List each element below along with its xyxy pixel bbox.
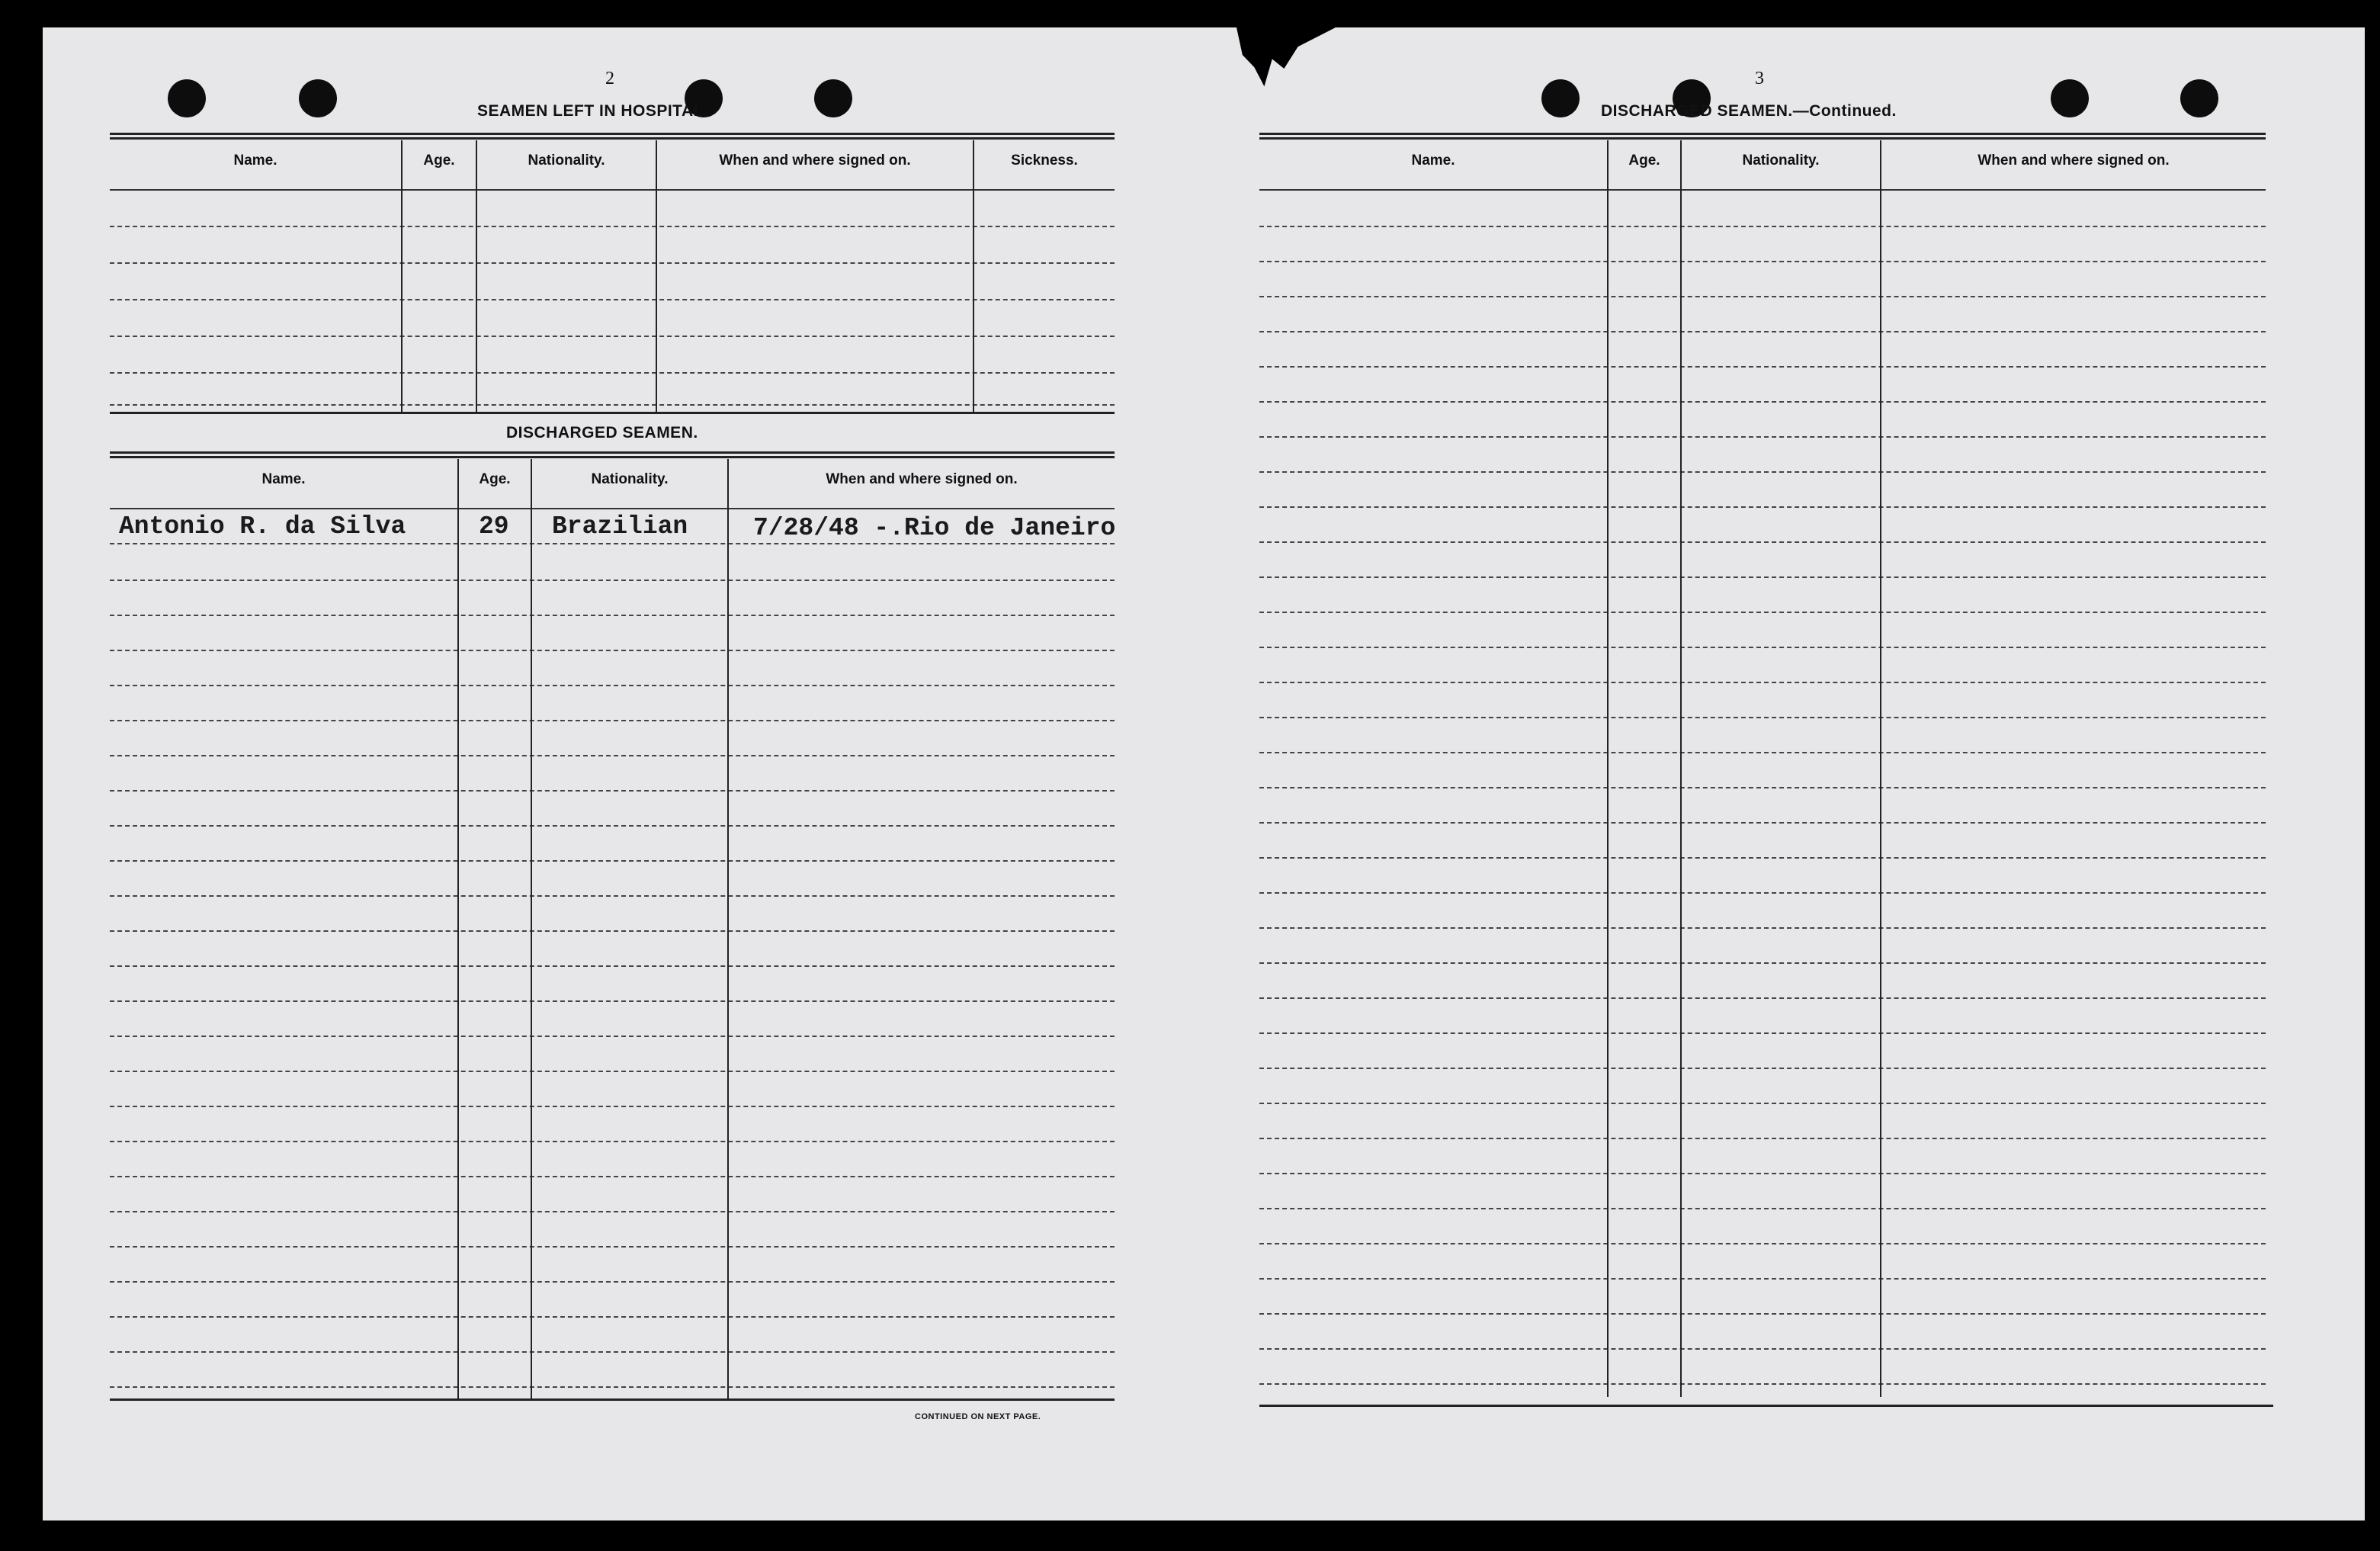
bottom-rule (110, 1398, 1115, 1401)
row-line (1259, 1348, 2266, 1350)
row-line (1259, 997, 2266, 999)
row-line (1259, 1278, 2266, 1280)
section-rule (110, 451, 1115, 458)
row-line (110, 372, 1115, 374)
header-rule (1259, 133, 2266, 140)
bottom-rule (1259, 1405, 2273, 1407)
row-line (1259, 541, 2266, 543)
punch-hole (2180, 79, 2218, 117)
row-line (110, 1211, 1115, 1212)
row-line (110, 1106, 1115, 1107)
row-line (1259, 226, 2266, 227)
discharged-section-title: DISCHARGED SEAMEN. (506, 424, 698, 442)
col-age: Age. (479, 471, 511, 487)
col-age: Age. (1628, 153, 1660, 169)
row-line (1259, 717, 2266, 718)
seaman-signed-on: 7/28/48 -.Rio de Janeiro (753, 514, 1116, 542)
row-line (110, 1316, 1115, 1318)
row-line (1259, 1383, 2266, 1385)
row-line (110, 1176, 1115, 1177)
row-line (1259, 1068, 2266, 1069)
col-nationality: Nationality. (1742, 153, 1820, 169)
row-line (110, 825, 1115, 827)
row-line (110, 299, 1115, 300)
row-line (1259, 471, 2266, 473)
row-line (1259, 366, 2266, 368)
row-line (110, 1000, 1115, 1002)
page-number: 3 (1755, 69, 1764, 88)
row-line (110, 1141, 1115, 1142)
col-name: Name. (1411, 153, 1455, 169)
column-divider (727, 459, 729, 1398)
col-signed-on: When and where signed on. (719, 153, 911, 169)
seaman-age: 29 (479, 512, 509, 541)
row-line (1259, 576, 2266, 578)
row-line (1259, 822, 2266, 824)
punch-hole (814, 79, 852, 117)
row-line (110, 895, 1115, 897)
row-line (1259, 1032, 2266, 1034)
row-line (1259, 436, 2266, 438)
punch-hole (299, 79, 337, 117)
row-line (1259, 962, 2266, 964)
row-line (110, 930, 1115, 932)
row-line (110, 1281, 1115, 1283)
row-line (110, 615, 1115, 616)
column-divider (1680, 140, 1682, 1397)
punch-hole (168, 79, 206, 117)
row-line (110, 1036, 1115, 1037)
row-line (1259, 261, 2266, 262)
row-line (1259, 612, 2266, 613)
column-header-rule (110, 508, 1115, 509)
row-line (1259, 927, 2266, 929)
row-line (1259, 331, 2266, 332)
seaman-name: Antonio R. da Silva (119, 512, 406, 541)
row-line (110, 226, 1115, 227)
row-line (110, 1386, 1115, 1388)
column-divider (973, 140, 974, 412)
row-line (1259, 682, 2266, 683)
row-line (110, 1246, 1115, 1248)
row-line (1259, 506, 2266, 508)
row-line (1259, 1208, 2266, 1209)
col-signed-on: When and where signed on. (826, 471, 1018, 487)
seaman-nationality: Brazilian (552, 512, 688, 541)
column-divider (1607, 140, 1609, 1397)
row-line (110, 650, 1115, 651)
header-rule (110, 133, 1115, 140)
discharged-continued-title: DISCHARGED SEAMEN.—Continued. (1601, 102, 1897, 120)
col-signed-on: When and where signed on. (1977, 153, 2170, 169)
row-line (110, 965, 1115, 967)
col-name: Name. (233, 153, 277, 169)
column-header-rule (110, 189, 1115, 191)
row-line (1259, 1313, 2266, 1315)
column-divider (457, 459, 459, 1398)
row-line (1259, 1173, 2266, 1174)
col-name: Name. (261, 471, 306, 487)
page-number: 2 (605, 69, 614, 88)
row-line (110, 336, 1115, 337)
column-divider (656, 140, 657, 412)
row-line (110, 860, 1115, 862)
row-line (1259, 401, 2266, 403)
column-divider (476, 140, 477, 412)
punch-hole (2051, 79, 2089, 117)
column-divider (1880, 140, 1881, 1397)
col-age: Age. (423, 153, 455, 169)
column-divider (401, 140, 403, 412)
row-line (1259, 752, 2266, 753)
section-rule (110, 412, 1115, 414)
punch-hole (1541, 79, 1580, 117)
row-line (110, 1351, 1115, 1353)
row-line (1259, 647, 2266, 648)
col-sickness: Sickness. (1011, 153, 1078, 169)
row-line (1259, 1103, 2266, 1104)
col-nationality: Nationality. (591, 471, 669, 487)
row-line (110, 1071, 1115, 1072)
row-line (110, 790, 1115, 792)
row-line (110, 543, 1115, 544)
row-line (110, 685, 1115, 686)
row-line (1259, 892, 2266, 894)
row-line (110, 580, 1115, 581)
row-line (110, 720, 1115, 721)
column-header-rule (1259, 189, 2266, 191)
column-divider (531, 459, 532, 1398)
row-line (1259, 296, 2266, 297)
continued-note: CONTINUED ON NEXT PAGE. (915, 1412, 1041, 1421)
row-line (1259, 857, 2266, 859)
row-line (110, 404, 1115, 406)
col-nationality: Nationality. (528, 153, 605, 169)
document-sheet (43, 27, 2365, 1520)
row-line (110, 755, 1115, 756)
hospital-section-title: SEAMEN LEFT IN HOSPITAL. (477, 102, 709, 120)
row-line (1259, 787, 2266, 788)
row-line (1259, 1138, 2266, 1139)
row-line (1259, 1243, 2266, 1244)
row-line (110, 262, 1115, 264)
